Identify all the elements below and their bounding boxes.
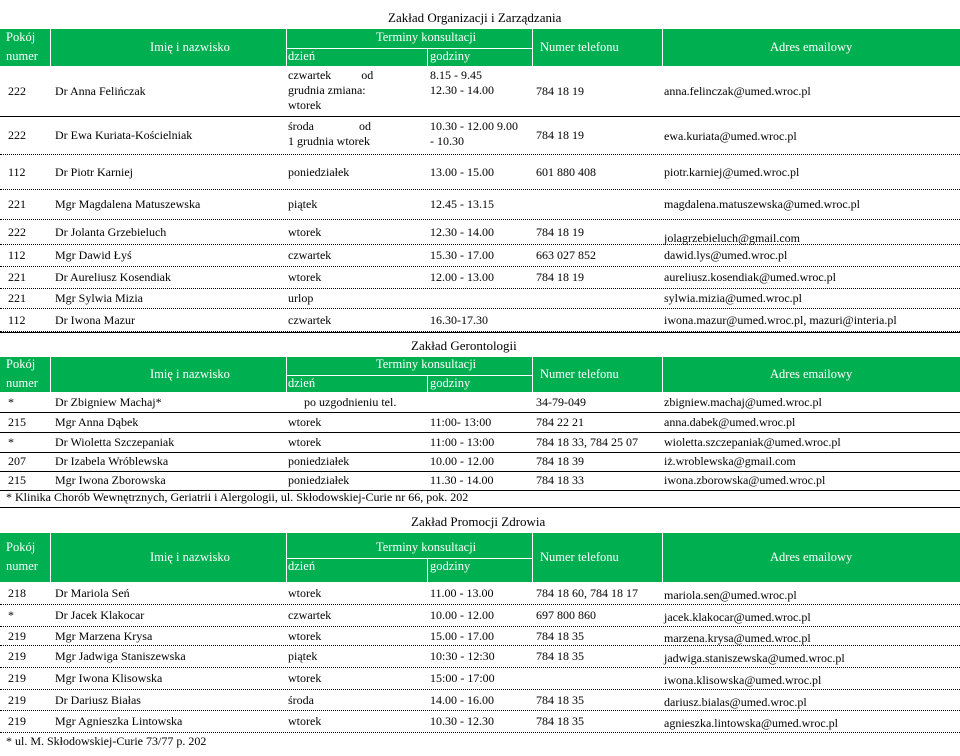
table-row: [0, 116, 960, 155]
email-address: magdalena.matuszewska@umed.wroc.pl: [664, 197, 860, 211]
phone-number: 784 18 35: [536, 628, 584, 643]
geront-header: [0, 357, 960, 393]
email-address: anna.dabek@umed.wroc.pl: [664, 415, 796, 429]
consultation-hours: 11.30 - 14.00: [430, 473, 494, 487]
consultation-hours: 10.00 - 12.00: [430, 608, 494, 622]
room-number: 221: [8, 291, 26, 305]
room-number: 219: [8, 671, 26, 685]
person-name: Mgr Iwona Zborowska: [55, 473, 166, 487]
phone-number: 784 18 60, 784 18 17: [536, 586, 638, 600]
room-number: 112: [8, 164, 26, 179]
table-row: [0, 289, 960, 309]
table-row: [0, 627, 960, 646]
consultation-day: poniedziałek: [288, 454, 350, 468]
section-divider: [0, 507, 960, 508]
consultation-hours: 11:00 - 13:00: [430, 435, 495, 449]
header-divider: [286, 48, 532, 49]
person-name: Dr Aureliusz Kosendiak: [55, 270, 171, 284]
email-address: dariusz.bialas@umed.wroc.pl: [664, 694, 807, 709]
hours-header: Terminy konsultacji: [376, 540, 477, 554]
time-header: godziny: [430, 376, 471, 390]
room-number: 222: [8, 224, 26, 239]
person-name: Dr Jacek Klakocar: [55, 608, 145, 622]
consultation-day: wtorek: [288, 435, 322, 449]
consultation-day: wtorek: [288, 586, 322, 600]
geront-title: Zakład Gerontologii: [411, 338, 517, 353]
header-divider: [50, 29, 51, 67]
header-divider: [427, 48, 428, 67]
person-name: Mgr Agnieszka Lintowska: [55, 714, 183, 728]
room-number: 112: [8, 248, 26, 262]
header-divider: [532, 357, 533, 393]
room-header-line2: numer: [6, 49, 38, 63]
header-divider: [427, 375, 428, 393]
consultation-hours: 10.30 - 12.00 9.00: [430, 119, 518, 133]
table-row: [0, 452, 960, 472]
geront-footnote: * Klinika Chorób Wewnętrznych, Geriatrii i Alergologii, ul. Skłodowskiej-Curie nr 66, pok. 202: [6, 490, 469, 504]
header-divider: [50, 533, 51, 583]
room-header-line1: Pokój: [6, 357, 36, 371]
room-number: 218: [8, 586, 26, 600]
org-header: [0, 29, 960, 67]
email-address: anna.felinczak@umed.wroc.pl: [664, 83, 811, 98]
day-header: dzień: [288, 49, 316, 63]
person-name: Dr Iwona Mazur: [55, 312, 135, 327]
person-name: Mgr Iwona Klisowska: [55, 671, 163, 685]
consultation-day: wtorek: [288, 98, 322, 112]
consultation-day: piątek: [288, 197, 318, 211]
phone-number: 784 18 33: [536, 473, 584, 487]
consultation-day: poniedziałek: [288, 164, 350, 179]
person-name: Dr Mariola Seń: [55, 586, 130, 600]
consultation-day: czwartek: [288, 248, 332, 262]
consultation-hours: 16.30-17.30: [430, 312, 488, 327]
consultation-hours: 12.30 - 14.00: [430, 224, 494, 239]
promo-header: [0, 533, 960, 583]
consultation-day: wtorek: [288, 270, 322, 284]
header-divider: [662, 533, 663, 583]
consultation-day: środa: [288, 692, 314, 707]
room-number: 215: [8, 473, 26, 487]
email-address: jadwiga.staniszewska@umed.wroc.pl: [664, 651, 845, 665]
consultation-day: urlop: [288, 291, 314, 305]
email-address: jolagrzebieluch@gmail.com: [664, 230, 801, 245]
consultation-day: poniedziałek: [288, 473, 350, 487]
consultation-day: wtorek: [288, 224, 322, 239]
consultation-hours: 12.00 - 13.00: [430, 270, 494, 284]
table-row: [0, 267, 960, 289]
email-header: Adres emailowy: [770, 550, 853, 564]
room-number: 219: [8, 692, 26, 707]
section-divider: [0, 332, 960, 333]
email-address: dawid.lys@umed.wroc.pl: [664, 248, 788, 262]
phone-number: 34-79-049: [536, 395, 586, 409]
phone-number: 784 18 19: [536, 127, 584, 142]
consultation-day: 1 grudnia wtorek: [288, 134, 370, 148]
phone-number: 784 18 33, 784 25 07: [536, 435, 638, 449]
room-number: 112: [8, 312, 26, 327]
person-name: Dr Wioletta Szczepaniak: [55, 435, 175, 449]
consultation-day: po uzgodnieniu tel.: [304, 395, 397, 409]
phone-header: Numer telefonu: [540, 40, 619, 54]
phone-number: 784 18 19: [536, 224, 584, 239]
consultation-hours: 15.00 - 17.00: [430, 628, 494, 643]
email-address: zbigniew.machaj@umed.wroc.pl: [664, 395, 822, 409]
consultation-day: czwartek od: [288, 68, 374, 82]
phone-number: 784 18 19: [536, 83, 584, 98]
promo-footnote: * ul. M. Skłodowskiej-Curie 73/77 p. 202: [6, 734, 207, 748]
row-separator: [0, 732, 960, 733]
consultation-hours: 8.15 - 9.45: [430, 68, 482, 82]
name-header: Imię i nazwisko: [150, 550, 230, 564]
person-name: Mgr Sylwia Mizia: [55, 291, 143, 305]
email-address: agnieszka.lintowska@umed.wroc.pl: [664, 716, 839, 730]
table-row: [0, 471, 960, 491]
consultation-day: wtorek: [288, 671, 322, 685]
header-divider: [532, 29, 533, 67]
table-row: [0, 711, 960, 733]
room-number: *: [8, 435, 14, 449]
person-name: Mgr Anna Dąbek: [55, 415, 139, 429]
email-address: marzena.krysa@umed.wroc.pl: [664, 630, 811, 645]
table-row: [0, 646, 960, 668]
room-number: 219: [8, 649, 26, 663]
consultation-day: wtorek: [288, 415, 322, 429]
name-header: Imię i nazwisko: [150, 40, 230, 54]
email-address: aureliusz.kosendiak@umed.wroc.pl: [664, 270, 837, 284]
phone-number: 784 18 35: [536, 692, 584, 707]
person-name: Mgr Dawid Łyś: [55, 248, 132, 262]
consultation-day: wtorek: [288, 714, 322, 728]
phone-number: 663 027 852: [536, 248, 596, 262]
phone-number: 784 18 39: [536, 454, 584, 468]
table-row: [0, 190, 960, 220]
room-number: 222: [8, 127, 26, 142]
room-header-line1: Pokój: [6, 30, 36, 44]
person-name: Dr Zbigniew Machaj*: [55, 395, 162, 409]
room-number: 221: [8, 270, 26, 284]
header-divider: [662, 29, 663, 67]
hours-header: Terminy konsultacji: [376, 357, 477, 371]
room-number: 222: [8, 83, 26, 98]
table-row: [0, 155, 960, 190]
person-name: Dr Dariusz Białas: [55, 692, 141, 707]
room-number: 221: [8, 197, 26, 211]
phone-number: 784 18 35: [536, 714, 584, 728]
header-divider: [286, 375, 532, 376]
hours-header: Terminy konsultacji: [376, 30, 477, 44]
table-row: [0, 668, 960, 690]
day-header: dzień: [288, 559, 316, 573]
person-name: Dr Piotr Karniej: [55, 164, 133, 179]
email-address: iwona.zborowska@umed.wroc.pl: [664, 473, 826, 487]
time-header: godziny: [430, 559, 471, 573]
email-header: Adres emailowy: [770, 367, 853, 381]
phone-number: 784 18 19: [536, 270, 584, 284]
table-row: [0, 67, 960, 116]
email-address: mariola.sen@umed.wroc.pl: [664, 588, 797, 602]
consultation-day: środa od: [288, 119, 371, 133]
table-row: [0, 413, 960, 433]
email-address: iwona.klisowska@umed.wroc.pl: [664, 673, 822, 687]
room-header-line1: Pokój: [6, 540, 36, 554]
phone-number: 601 880 408: [536, 164, 596, 179]
table-row: [0, 393, 960, 413]
consultation-day: wtorek: [288, 628, 322, 643]
consultation-hours: 10.00 - 12.00: [430, 454, 494, 468]
consultation-hours: 10:30 - 12:30: [430, 649, 495, 663]
table-row: [0, 433, 960, 453]
email-address: iż.wroblewska@gmail.com: [664, 454, 796, 468]
header-divider: [532, 533, 533, 583]
email-address: ewa.kuriata@umed.wroc.pl: [664, 128, 797, 143]
phone-header: Numer telefonu: [540, 367, 619, 381]
person-name: Dr Jolanta Grzebieluch: [55, 224, 167, 239]
table-row: [0, 690, 960, 711]
consultation-hours: 12.30 - 14.00: [430, 83, 494, 97]
room-number: 219: [8, 628, 26, 643]
table-row: [0, 605, 960, 627]
email-address: jacek.klakocar@umed.wroc.pl: [664, 610, 811, 624]
person-name: Mgr Jadwiga Staniszewska: [55, 649, 186, 663]
header-divider: [50, 357, 51, 393]
person-name: Dr Izabela Wróblewska: [55, 454, 169, 468]
email-header: Adres emailowy: [770, 40, 853, 54]
consultation-day: czwartek: [288, 312, 332, 327]
room-number: *: [8, 608, 14, 622]
person-name: Dr Ewa Kuriata-Kościelniak: [55, 127, 193, 142]
name-header: Imię i nazwisko: [150, 367, 230, 381]
room-number: 215: [8, 415, 26, 429]
person-name: Dr Anna Felińczak: [55, 83, 146, 98]
consultation-hours: 15:00 - 17:00: [430, 671, 495, 685]
consultation-hours: 15.30 - 17.00: [430, 248, 494, 262]
consultation-hours: - 10.30: [430, 134, 464, 148]
room-header-line2: numer: [6, 559, 38, 573]
org-title: Zakład Organizacji i Zarządzania: [388, 10, 562, 25]
room-number: *: [8, 395, 14, 409]
promo-title: Zakład Promocji Zdrowia: [411, 514, 546, 529]
consultation-day: grudnia zmiana:: [288, 83, 366, 97]
person-name: Mgr Magdalena Matuszewska: [55, 197, 201, 211]
day-header: dzień: [288, 376, 316, 390]
table-row: [0, 220, 960, 245]
email-address: wioletta.szczepaniak@umed.wroc.pl: [664, 435, 841, 449]
consultation-day: piątek: [288, 649, 318, 663]
row-separator: [0, 116, 960, 117]
consultation-hours: 10.30 - 12.30: [430, 714, 494, 728]
room-number: 219: [8, 714, 26, 728]
time-header: godziny: [430, 49, 471, 63]
consultation-hours: 11.00 - 13.00: [430, 586, 494, 600]
consultation-day: czwartek: [288, 608, 332, 622]
consultation-hours: 11:00- 13:00: [430, 415, 492, 429]
table-row: [0, 309, 960, 332]
email-address: iwona.mazur@umed.wroc.pl, mazuri@interia.pl: [664, 312, 897, 327]
email-address: piotr.karniej@umed.wroc.pl: [664, 164, 800, 179]
room-number: 207: [8, 454, 26, 468]
table-row: [0, 245, 960, 267]
header-divider: [662, 357, 663, 393]
phone-number: 784 22 21: [536, 415, 584, 429]
consultation-hours: 12.45 - 13.15: [430, 197, 494, 211]
room-header-line2: numer: [6, 376, 38, 390]
header-divider: [286, 558, 532, 559]
person-name: Mgr Marzena Krysa: [55, 628, 153, 643]
phone-number: 784 18 35: [536, 649, 584, 663]
phone-header: Numer telefonu: [540, 550, 619, 564]
consultation-hours: 14.00 - 16.00: [430, 692, 494, 707]
phone-number: 697 800 860: [536, 608, 596, 622]
table-row: [0, 583, 960, 605]
consultation-hours: 13.00 - 15.00: [430, 164, 494, 179]
header-divider: [427, 558, 428, 583]
email-address: sylwia.mizia@umed.wroc.pl: [664, 291, 803, 305]
